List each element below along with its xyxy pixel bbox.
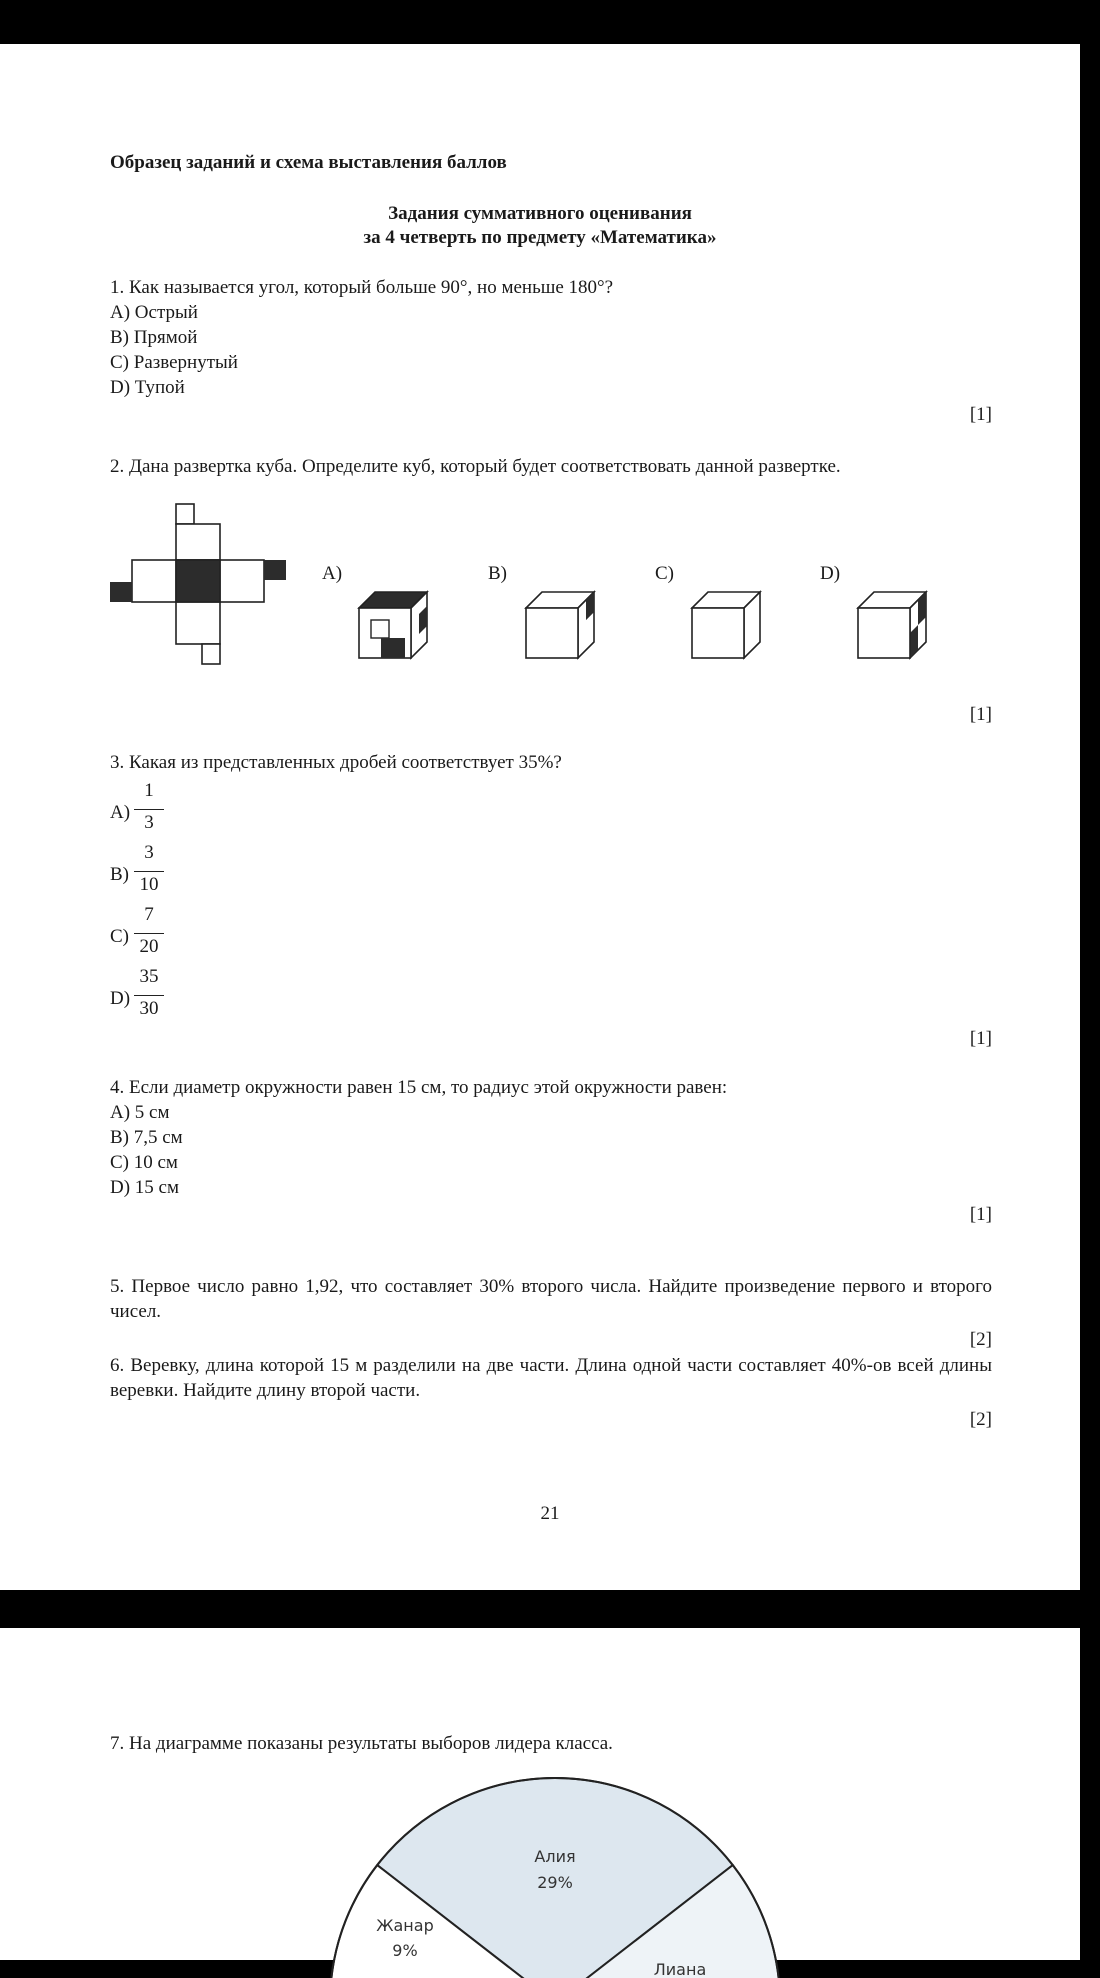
q4-text: 4. Если диаметр окружности равен 15 см, то радиус этой окружности равен:	[110, 1077, 728, 1098]
q4-option-d: D) 15 см	[110, 1177, 180, 1198]
q5-text: 5. Первое число равно 1,92, что составляет 30% второго числа. Найдите произведение первого и второго чисел.	[110, 1276, 992, 1322]
election-pie-chart	[330, 1778, 780, 1978]
pie-label-aliya-value: 29%	[537, 1873, 573, 1892]
q3-option-a-numerator: 1	[144, 780, 154, 801]
fraction-bar	[134, 933, 164, 934]
cube-net-figure	[108, 504, 298, 694]
q3-option-b	[110, 842, 170, 898]
q1-option-b: B) Прямой	[110, 327, 198, 348]
q2-score: [1]	[969, 704, 992, 725]
fraction-bar	[134, 995, 164, 996]
q1-text: 1. Как называется угол, который больше 90°, но меньше 180°?	[110, 277, 614, 298]
q3-option-c-denominator: 20	[139, 936, 159, 957]
pie-label-zhanar-name: Жанар	[376, 1916, 434, 1935]
q3-option-d-label: D)	[110, 988, 131, 1009]
q1-score: [1]	[969, 404, 992, 425]
q1-option-a: A) Острый	[110, 302, 198, 323]
q3-option-d	[110, 966, 170, 1022]
q5-score: [2]	[969, 1329, 992, 1350]
cube-option-d-figure	[854, 584, 934, 664]
q1-option-c: C) Развернутый	[110, 352, 238, 373]
q3-option-a-denominator: 3	[144, 812, 154, 833]
q4-option-c: C) 10 см	[110, 1152, 178, 1173]
q6-score: [2]	[969, 1409, 992, 1430]
fraction-bar	[134, 871, 164, 872]
q4-score: [1]	[969, 1204, 992, 1225]
q3-option-b-numerator: 3	[144, 842, 154, 863]
q3-option-a-label: A)	[110, 802, 131, 823]
q3-option-d-numerator: 35	[139, 966, 159, 987]
cube-option-c-figure	[688, 584, 768, 664]
page-number: 21	[540, 1503, 560, 1524]
q3-option-d-denominator: 30	[139, 998, 159, 1019]
q2-label-c: C)	[655, 563, 674, 584]
q2-label-b: B)	[488, 563, 507, 584]
q3-score: [1]	[969, 1028, 992, 1049]
q3-option-c-numerator: 7	[144, 904, 154, 925]
q4-option-a: A) 5 см	[110, 1102, 170, 1123]
q3-option-b-label: B)	[110, 864, 129, 885]
q1-option-d: D) Тупой	[110, 377, 185, 398]
q4-option-b: B) 7,5 см	[110, 1127, 183, 1148]
q2-label-a: A)	[322, 563, 343, 584]
q7-text: 7. На диаграмме показаны результаты выборов лидера класса.	[110, 1733, 613, 1754]
q3-option-c	[110, 904, 170, 960]
q2-label-d: D)	[820, 563, 841, 584]
q6-text: 6. Веревку, длина которой 15 м разделили на две части. Длина одной части составляет 40%-ов всей длины веревки. Найдите длину второй части.	[110, 1355, 992, 1401]
cube-option-b-figure	[522, 584, 602, 664]
page-title-line-1: Задания суммативного оценивания	[388, 203, 692, 224]
document-page-2	[0, 1628, 1080, 1978]
pie-label-zhanar-value: 9%	[392, 1941, 418, 1960]
pie-label-aliya-name: Алия	[534, 1847, 576, 1866]
q3-option-c-label: C)	[110, 926, 129, 947]
q2-text: 2. Дана развертка куба. Определите куб, который будет соответствовать данной развертке.	[110, 456, 841, 477]
sample-title: Образец заданий и схема выставления баллов	[110, 152, 507, 173]
q3-option-a	[110, 780, 170, 836]
page-title-line-2: за 4 четверть по предмету «Математика»	[363, 227, 717, 248]
document-page-1	[0, 44, 1080, 1590]
pie-label-liana-name: Лиана	[653, 1960, 707, 1978]
q3-text: 3. Какая из представленных дробей соответствует 35%?	[110, 752, 562, 773]
q3-option-b-denominator: 10	[139, 874, 159, 895]
cube-option-a-figure	[355, 584, 435, 664]
fraction-bar	[134, 809, 164, 810]
